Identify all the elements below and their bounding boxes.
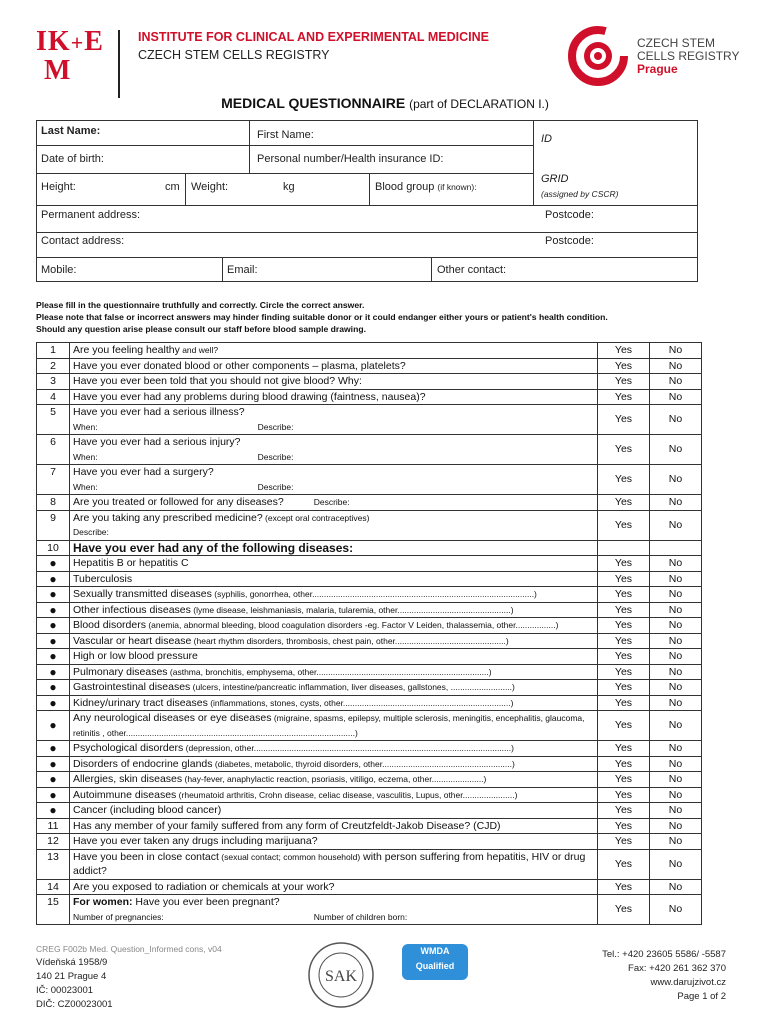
- no-option[interactable]: No: [650, 435, 702, 465]
- sak-seal-icon: [306, 940, 376, 1010]
- disease-text: Blood disorders (anemia, abnormal bleeding, blood coagulation disorders -eg. Factor V Leiden, thalassemia, other.................): [70, 618, 598, 634]
- yes-option[interactable]: Yes: [598, 741, 650, 757]
- yes-option[interactable]: Yes: [598, 571, 650, 587]
- website-link[interactable]: www.darujzivot.cz: [650, 977, 726, 988]
- no-option[interactable]: No: [650, 465, 702, 495]
- table-row: ● Blood disorders (anemia, abnormal bleeding, blood coagulation disorders -eg. Factor V Leiden, thalassemia, other.................) Yes No: [37, 618, 702, 634]
- cm-unit: cm: [165, 181, 180, 193]
- yes-option[interactable]: Yes: [598, 374, 650, 390]
- table-row: ● Cancer (including blood cancer) Yes No: [37, 803, 702, 819]
- no-option[interactable]: No: [650, 374, 702, 390]
- no-option[interactable]: No: [650, 818, 702, 834]
- disease-text: Autoimmune diseases (rheumatoid arthritis, Crohn disease, celiac disease, vasculitis, Lupus, other......................): [70, 787, 598, 803]
- disease-text: Hepatitis B or hepatitis C: [70, 556, 598, 572]
- yes-option[interactable]: Yes: [598, 587, 650, 603]
- question-text: Are you feeling healthy and well?: [70, 343, 598, 359]
- table-row: 14 Are you exposed to radiation or chemicals at your work? Yes No: [37, 879, 702, 895]
- no-option[interactable]: No: [650, 849, 702, 879]
- yes-option[interactable]: Yes: [598, 772, 650, 788]
- no-option[interactable]: No: [650, 405, 702, 435]
- table-row: ● Disorders of endocrine glands (diabetes, metabolic, thyroid disorders, other.......................................................) Yes No: [37, 756, 702, 772]
- no-option[interactable]: No: [650, 803, 702, 819]
- disease-text: Gastrointestinal diseases (ulcers, intestine/pancreatic inflammation, liver diseases, gallstones, ..........................): [70, 680, 598, 696]
- question-text: Have you ever had any of the following diseases:: [70, 540, 598, 556]
- no-option[interactable]: No: [650, 895, 702, 925]
- table-row: ● Gastrointestinal diseases (ulcers, intestine/pancreatic inflammation, liver diseases, gallstones, ..........................) Yes No: [37, 680, 702, 696]
- yes-option[interactable]: Yes: [598, 389, 650, 405]
- no-option[interactable]: No: [650, 741, 702, 757]
- disease-text: Psychological disorders (depression, other.............................................................................................................): [70, 741, 598, 757]
- grid-field[interactable]: GRID: [541, 173, 569, 185]
- yes-option[interactable]: Yes: [598, 358, 650, 374]
- table-row: 12 Have you ever taken any drugs including marijuana? Yes No: [37, 834, 702, 850]
- disease-text: Kidney/urinary tract diseases (inflammations, stones, cysts, other.......................................................................): [70, 695, 598, 711]
- no-option[interactable]: No: [650, 711, 702, 741]
- no-option[interactable]: No: [650, 787, 702, 803]
- no-option[interactable]: No: [650, 510, 702, 540]
- disease-text: Other infectious diseases (lyme disease, leishmaniasis, malaria, tularemia, other................................................): [70, 602, 598, 618]
- disease-text: High or low blood pressure: [70, 649, 598, 665]
- no-option[interactable]: No: [650, 756, 702, 772]
- registry-name: CZECH STEM CELLS REGISTRY: [138, 48, 330, 62]
- question-text: Are you exposed to radiation or chemicals at your work?: [70, 879, 598, 895]
- yes-option[interactable]: Yes: [598, 680, 650, 696]
- yes-option[interactable]: Yes: [598, 895, 650, 925]
- table-row: ● Other infectious diseases (lyme disease, leishmaniasis, malaria, tularemia, other................................................) Yes No: [37, 602, 702, 618]
- other-contact-field[interactable]: Other contact:: [437, 264, 507, 276]
- ikem-logo: IK+E M: [36, 26, 104, 86]
- table-row: ● Hepatitis B or hepatitis C Yes No: [37, 556, 702, 572]
- seal-text: SAK: [324, 968, 358, 985]
- question-text: Have you ever had a surgery? When: Describe:: [70, 465, 598, 495]
- cscr-logo-icon: [566, 24, 630, 88]
- dob-field[interactable]: Date of birth:: [41, 153, 104, 165]
- last-name-field[interactable]: Last Name:: [41, 125, 101, 137]
- contact-address-field[interactable]: Contact address:: [41, 235, 125, 247]
- weight-field[interactable]: Weight:: [191, 181, 229, 193]
- no-option[interactable]: No: [650, 343, 702, 359]
- height-field[interactable]: Height:: [41, 181, 76, 193]
- table-row: 9 Are you taking any prescribed medicine? (except oral contraceptives) Describe: Yes No: [37, 510, 702, 540]
- footer-address: CREG F002b Med. Question_Informed cons, v04 Vídeňská 1958/9 140 21 Prague 4 IČ: 00023001 DIČ: CZ00023001: [36, 944, 222, 1010]
- mobile-field[interactable]: Mobile:: [41, 264, 77, 276]
- header-divider: [118, 30, 120, 98]
- disease-text: Pulmonary diseases (asthma, bronchitis, emphysema, other.........................................................................): [70, 664, 598, 680]
- table-row: 3 Have you ever been told that you should not give blood? Why: Yes No: [37, 374, 702, 390]
- no-option[interactable]: No: [650, 389, 702, 405]
- question-text: For women: Have you ever been pregnant? Number of pregnancies: Number of children born:: [70, 895, 598, 925]
- yes-option[interactable]: Yes: [598, 849, 650, 879]
- no-option[interactable]: No: [650, 358, 702, 374]
- table-row: ● High or low blood pressure Yes No: [37, 649, 702, 665]
- yes-option[interactable]: Yes: [598, 405, 650, 435]
- question-text: Are you taking any prescribed medicine? (except oral contraceptives) Describe:: [70, 510, 598, 540]
- yes-option[interactable]: Yes: [598, 803, 650, 819]
- personal-number-field[interactable]: Personal number/Health insurance ID:: [257, 153, 444, 165]
- disease-text: Disorders of endocrine glands (diabetes, metabolic, thyroid disorders, other.......................................................): [70, 756, 598, 772]
- table-row: ● Autoimmune diseases (rheumatoid arthritis, Crohn disease, celiac disease, vasculitis, Lupus, other......................) Yes No: [37, 787, 702, 803]
- postcode-field-1[interactable]: Postcode:: [545, 209, 594, 221]
- question-text: Have you ever been told that you should not give blood? Why:: [70, 374, 598, 390]
- disease-text: Tuberculosis: [70, 571, 598, 587]
- yes-option[interactable]: Yes: [598, 879, 650, 895]
- table-row: ● Sexually transmitted diseases (syphilis, gonorrhea, other..............................................................................................) Yes No: [37, 587, 702, 603]
- first-name-field[interactable]: First Name:: [257, 129, 314, 141]
- question-text: Have you ever had any problems during blood drawing (faintness, nausea)?: [70, 389, 598, 405]
- table-row: 13 Have you been in close contact (sexual contact; common household) with person suffering from hepatitis, HIV or drug addict? Yes No: [37, 849, 702, 879]
- email-field[interactable]: Email:: [227, 264, 258, 276]
- table-row: 6 Have you ever had a serious injury? When: Describe: Yes No: [37, 435, 702, 465]
- wmda-badge: WMDA Qualified: [402, 944, 468, 980]
- table-row: 8 Are you treated or followed for any diseases? Describe: Yes No: [37, 495, 702, 511]
- personal-data-form: [36, 120, 698, 282]
- yes-option[interactable]: Yes: [598, 664, 650, 680]
- table-row: ● Tuberculosis Yes No: [37, 571, 702, 587]
- question-text: Have you ever had a serious illness? When: Describe:: [70, 405, 598, 435]
- yes-option[interactable]: Yes: [598, 435, 650, 465]
- yes-option[interactable]: Yes: [598, 834, 650, 850]
- disease-text: Vascular or heart disease (heart rhythm disorders, thrombosis, chest pain, other...............................................): [70, 633, 598, 649]
- question-text: Has any member of your family suffered from any form of Creutzfeldt-Jakob Disease? (CJD): [70, 818, 598, 834]
- yes-option[interactable]: Yes: [598, 602, 650, 618]
- kg-unit: kg: [283, 181, 295, 193]
- yes-option[interactable]: Yes: [598, 756, 650, 772]
- no-option[interactable]: No: [650, 495, 702, 511]
- question-text: Have you ever donated blood or other components – plasma, platelets?: [70, 358, 598, 374]
- disease-text: Allergies, skin diseases (hay-fever, anaphylactic reaction, psoriasis, vitiligo, eczema, other......................): [70, 772, 598, 788]
- question-text: Have you ever taken any drugs including marijuana?: [70, 834, 598, 850]
- table-row: 5 Have you ever had a serious illness? When: Describe: Yes No: [37, 405, 702, 435]
- table-row: ● Vascular or heart disease (heart rhythm disorders, thrombosis, chest pain, other...............................................) Yes No: [37, 633, 702, 649]
- question-text: Have you been in close contact (sexual contact; common household) with person suffering from hepatitis, HIV or drug addict?: [70, 849, 598, 879]
- table-row: ● Kidney/urinary tract diseases (inflammations, stones, cysts, other.......................................................................) Yes No: [37, 695, 702, 711]
- yes-option[interactable]: Yes: [598, 495, 650, 511]
- table-row: ● Allergies, skin diseases (hay-fever, anaphylactic reaction, psoriasis, vitiligo, eczema, other......................) Yes No: [37, 772, 702, 788]
- table-row: 4 Have you ever had any problems during blood drawing (faintness, nausea)? Yes No: [37, 389, 702, 405]
- blood-group-field[interactable]: Blood group (if known):: [375, 181, 477, 193]
- questionnaire-table: [36, 342, 702, 925]
- disease-text: Cancer (including blood cancer): [70, 803, 598, 819]
- no-option[interactable]: No: [650, 633, 702, 649]
- no-option[interactable]: No: [650, 680, 702, 696]
- table-row: 7 Have you ever had a surgery? When: Describe: Yes No: [37, 465, 702, 495]
- yes-option[interactable]: Yes: [598, 649, 650, 665]
- yes-option[interactable]: Yes: [598, 787, 650, 803]
- yes-option[interactable]: Yes: [598, 556, 650, 572]
- table-row: 11 Has any member of your family suffered from any form of Creutzfeldt-Jakob Disease? (CJD) Yes No: [37, 818, 702, 834]
- disease-text: Any neurological diseases or eye diseases (migraine, spasms, epilepsy, multiple sclerosis, meningitis, encephalitis, glaucoma, retinitis , other.................................................................................................): [70, 711, 598, 741]
- yes-option[interactable]: Yes: [598, 510, 650, 540]
- footer-contact: Tel.: +420 23605 5586/ -5587 Fax: +420 261 362 370 www.darujzivot.cz Page 1 of 2: [602, 949, 726, 1002]
- no-option[interactable]: No: [650, 602, 702, 618]
- yes-option[interactable]: Yes: [598, 633, 650, 649]
- question-text: Are you treated or followed for any diseases? Describe:: [70, 495, 598, 511]
- page-number: Page 1 of 2: [677, 991, 726, 1002]
- page-title: MEDICAL QUESTIONNAIRE (part of DECLARATION I.): [221, 95, 549, 111]
- institute-name: INSTITUTE FOR CLINICAL AND EXPERIMENTAL MEDICINE: [138, 30, 489, 44]
- no-option[interactable]: No: [650, 556, 702, 572]
- yes-option[interactable]: Yes: [598, 618, 650, 634]
- grid-hint: (assigned by CSCR): [541, 189, 619, 199]
- cscr-logo-text: CZECH STEM CELLS REGISTRY Prague: [637, 36, 740, 76]
- yes-option[interactable]: Yes: [598, 343, 650, 359]
- table-row: 10 Have you ever had any of the following diseases:: [37, 540, 702, 556]
- table-row: 2 Have you ever donated blood or other components – plasma, platelets? Yes No: [37, 358, 702, 374]
- id-field[interactable]: ID: [541, 133, 552, 145]
- table-row: 15 For women: Have you ever been pregnant? Number of pregnancies: Number of children born: Yes No: [37, 895, 702, 925]
- yes-option[interactable]: Yes: [598, 818, 650, 834]
- no-option[interactable]: No: [650, 664, 702, 680]
- instructions: Please fill in the questionnaire truthfully and correctly. Circle the correct answer. Please note that false or incorrect answers may hinder finding suitable donor or it could endanger either yours or patient's health condition. Should any question arise please consult our staff before blood sample drawing.: [36, 300, 608, 334]
- no-option[interactable]: No: [650, 571, 702, 587]
- no-option[interactable]: No: [650, 772, 702, 788]
- permanent-address-field[interactable]: Permanent address:: [41, 209, 141, 221]
- disease-text: Sexually transmitted diseases (syphilis, gonorrhea, other..............................................................................................): [70, 587, 598, 603]
- postcode-field-2[interactable]: Postcode:: [545, 235, 594, 247]
- no-option[interactable]: No: [650, 649, 702, 665]
- table-row: ● Pulmonary diseases (asthma, bronchitis, emphysema, other.........................................................................) Yes No: [37, 664, 702, 680]
- no-option[interactable]: No: [650, 587, 702, 603]
- no-option[interactable]: No: [650, 695, 702, 711]
- no-option[interactable]: No: [650, 879, 702, 895]
- no-option[interactable]: No: [650, 834, 702, 850]
- yes-option[interactable]: Yes: [598, 695, 650, 711]
- yes-option[interactable]: Yes: [598, 465, 650, 495]
- question-text: Have you ever had a serious injury? When: Describe:: [70, 435, 598, 465]
- no-option[interactable]: No: [650, 618, 702, 634]
- table-row: ● Psychological disorders (depression, other.............................................................................................................) Yes No: [37, 741, 702, 757]
- table-row: 1 Are you feeling healthy and well? Yes No: [37, 343, 702, 359]
- table-row: ● Any neurological diseases or eye diseases (migraine, spasms, epilepsy, multiple sclerosis, meningitis, encephalitis, glaucoma, retinitis , other.................................................................................................) Yes No: [37, 711, 702, 741]
- yes-option[interactable]: Yes: [598, 711, 650, 741]
